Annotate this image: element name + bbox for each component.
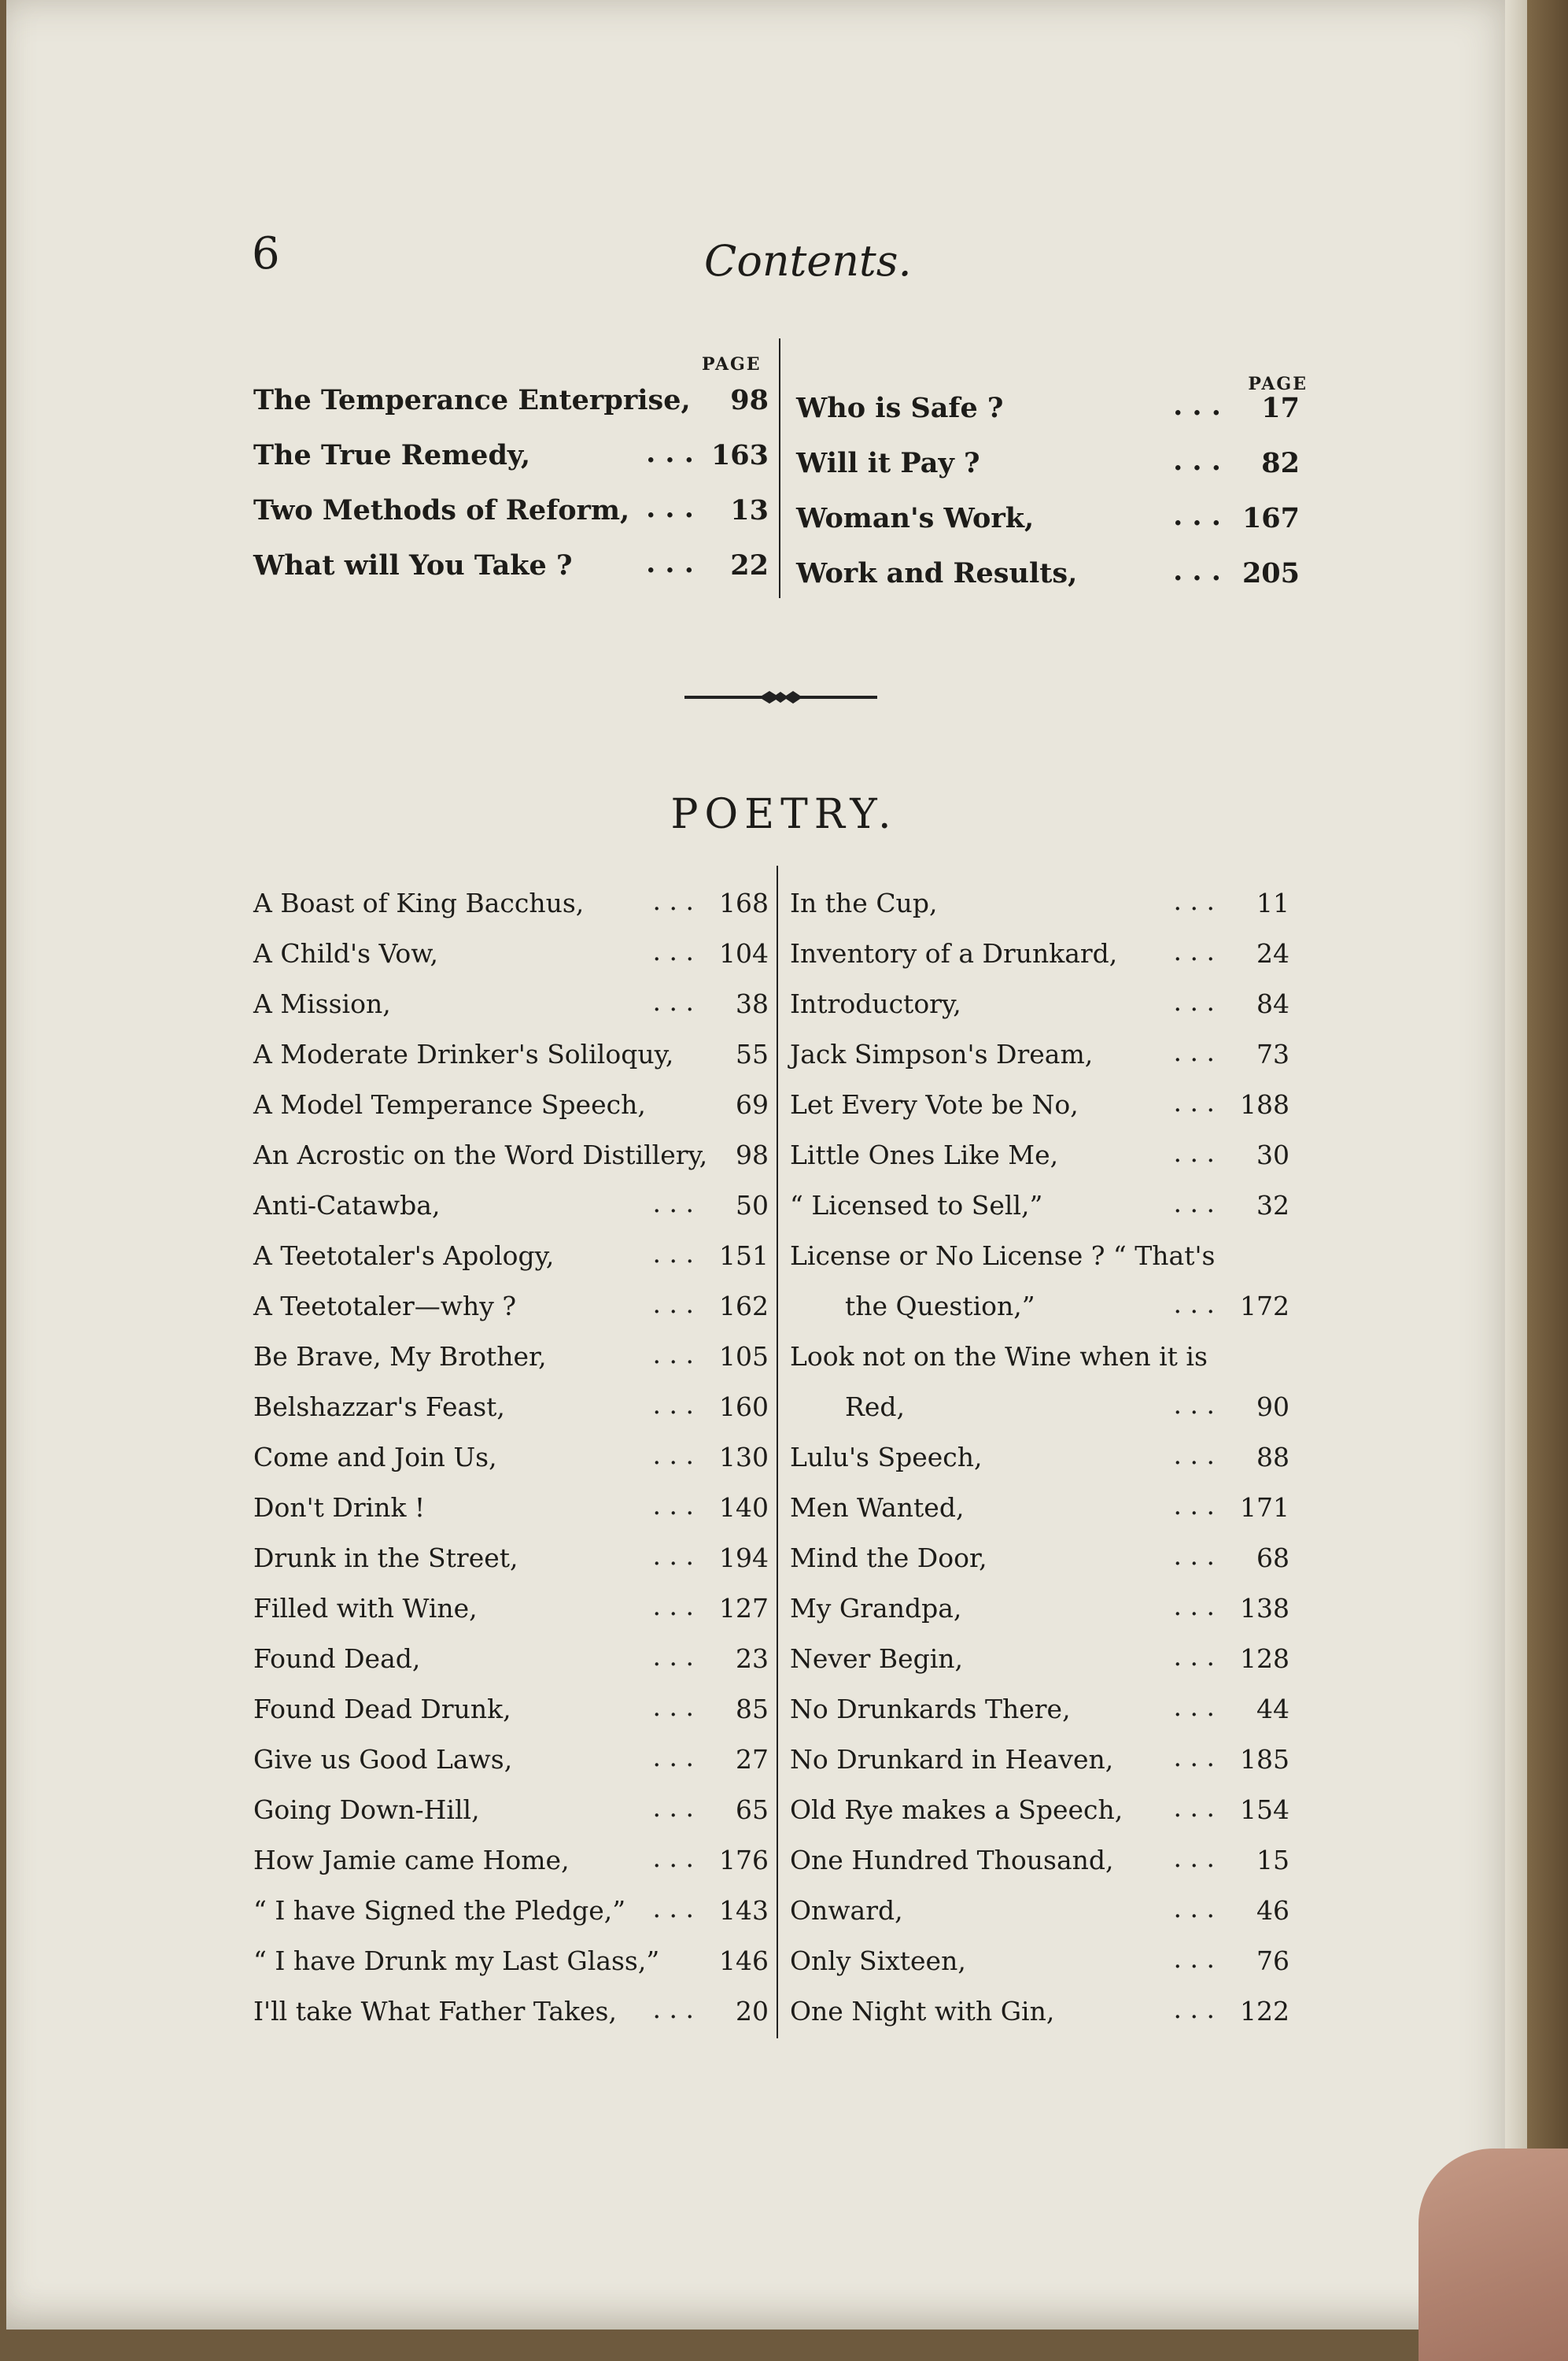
toc-entry — [796, 488, 1308, 540]
entry-title: “ I have Signed the Pledge,” — [253, 1895, 626, 1926]
entry-title: Look not on the Wine when it is — [790, 1341, 1208, 1372]
toc-entry — [790, 874, 1301, 923]
entry-page: 172 — [1240, 1291, 1289, 1321]
leader-dots: . . . — [1173, 1288, 1215, 1319]
poetry-column-right — [777, 866, 1313, 2038]
entry-title: A Boast of King Bacchus, — [253, 888, 585, 918]
leader-dots: . . . — [646, 437, 694, 469]
toc-entry — [253, 974, 773, 1024]
entry-title: Two Methods of Reform, — [253, 494, 630, 527]
entry-title: Jack Simpson's Dream, — [790, 1039, 1094, 1070]
leader-dots: . . . — [1173, 1137, 1215, 1168]
leader-dots: . . . — [652, 1691, 694, 1722]
entry-page: 17 — [1261, 392, 1300, 424]
entry-title: I'll take What Father Takes, — [253, 1996, 617, 2027]
toc-entry — [790, 1579, 1301, 1628]
leader-dots: . . . — [1173, 1893, 1215, 1923]
entry-page: 143 — [719, 1895, 769, 1926]
leader-dots: . . . — [1173, 1036, 1215, 1067]
entry-title: Be Brave, My Brother, — [253, 1341, 547, 1372]
toc-entry — [253, 1579, 773, 1628]
prose-column-left — [253, 338, 779, 598]
leader-dots: . . . — [652, 1893, 694, 1923]
leader-dots: . . . — [652, 1490, 694, 1520]
entry-page: 24 — [1256, 938, 1289, 969]
entry-title: Who is Safe ? — [796, 392, 1004, 424]
thumb — [1419, 2149, 1568, 2361]
leader-dots: . . . — [1173, 390, 1221, 422]
toc-entry — [790, 1931, 1301, 1981]
toc-entry — [253, 924, 773, 974]
toc-entry — [796, 378, 1308, 430]
poetry-column-left — [253, 866, 777, 2038]
toc-entry — [790, 1428, 1301, 1477]
toc-entry — [790, 1831, 1301, 1880]
leader-dots: . . . — [1173, 555, 1221, 587]
entry-title: A Moderate Drinker's Soliloquy, — [253, 1039, 674, 1070]
entry-title: How Jamie came Home, — [253, 1845, 570, 1875]
entry-page: 84 — [1256, 988, 1289, 1019]
leader-dots: . . . — [1173, 1993, 1215, 2024]
entry-page: 151 — [719, 1240, 769, 1271]
toc-entry — [790, 1025, 1301, 1074]
toc-entry — [253, 1931, 773, 1981]
entry-title: A Child's Vow, — [253, 938, 439, 969]
leader-dots: . . . — [1173, 1540, 1215, 1571]
toc-entry — [253, 1025, 773, 1074]
entry-title: Found Dead Drunk, — [253, 1694, 511, 1724]
leader-dots: . . . — [1173, 986, 1215, 1017]
toc-entry — [790, 1881, 1301, 1931]
entry-page: 127 — [719, 1593, 769, 1624]
leader-dots: . . . — [1173, 1742, 1215, 1772]
entry-title: Lulu's Speech, — [790, 1442, 983, 1472]
toc-entry — [253, 1327, 773, 1376]
entry-page: 163 — [710, 439, 769, 471]
toc-entry — [790, 1176, 1301, 1225]
toc-entry — [796, 543, 1308, 595]
toc-entry — [253, 1226, 773, 1276]
entry-title: Come and Join Us, — [253, 1442, 497, 1472]
leader-dots: . . . — [1173, 1943, 1215, 1974]
entry-title: A Mission, — [253, 988, 391, 1019]
entry-title: “ I have Drunk my Last Glass,” — [253, 1945, 660, 1976]
leader-dots: . . . — [1173, 445, 1221, 477]
leader-dots: . . . — [1173, 1087, 1215, 1118]
entry-page: 162 — [719, 1291, 769, 1321]
toc-entry — [790, 974, 1301, 1024]
toc-entry — [790, 1679, 1301, 1729]
leader-dots: . . . — [1173, 1389, 1215, 1420]
entry-page: 130 — [719, 1442, 769, 1472]
entry-page: 22 — [730, 549, 769, 582]
toc-entry — [253, 1428, 773, 1477]
entry-page: 27 — [736, 1744, 769, 1775]
toc-entry — [253, 1125, 773, 1175]
entry-title: Men Wanted, — [790, 1492, 965, 1523]
entry-page: 128 — [1240, 1643, 1289, 1674]
leader-dots: . . . — [652, 1238, 694, 1269]
leader-dots: . . . — [1173, 500, 1221, 532]
entry-title: A Teetotaler—why ? — [253, 1291, 517, 1321]
entry-page: 69 — [736, 1089, 769, 1120]
entry-title: “ Licensed to Sell,” — [790, 1190, 1043, 1221]
entry-title: Found Dead, — [253, 1643, 421, 1674]
entry-page: 11 — [1256, 888, 1289, 918]
leader-dots: . . . — [1173, 1591, 1215, 1621]
leader-dots: . . . — [652, 1993, 694, 2024]
toc-entry — [253, 370, 773, 422]
entry-title: License or No License ? “ That's — [790, 1240, 1216, 1271]
leader-dots: . . . — [652, 1842, 694, 1873]
entry-title: Drunk in the Street, — [253, 1543, 518, 1573]
entry-page: 154 — [1240, 1794, 1289, 1825]
entry-page: 38 — [736, 988, 769, 1019]
leader-dots: . . . — [1173, 1641, 1215, 1672]
toc-entry — [790, 1780, 1301, 1830]
toc-entry — [253, 1377, 773, 1427]
entry-title: Belshazzar's Feast, — [253, 1391, 505, 1422]
entry-title: What will You Take ? — [253, 549, 573, 582]
entry-title: In the Cup, — [790, 888, 938, 918]
entry-page: 13 — [730, 494, 769, 527]
toc-entry — [253, 1831, 773, 1880]
toc-entry — [790, 924, 1301, 974]
toc-entry — [253, 1730, 773, 1779]
entry-page: 194 — [719, 1543, 769, 1573]
toc-entry — [790, 1377, 1301, 1427]
leader-dots: . . . — [652, 1439, 694, 1470]
section-divider — [684, 689, 877, 705]
toc-entry — [790, 1528, 1301, 1578]
entry-title: Will it Pay ? — [796, 447, 980, 479]
entry-page: 104 — [719, 938, 769, 969]
toc-entry — [790, 1982, 1301, 2031]
toc-entry — [253, 1478, 773, 1528]
entry-page: 65 — [736, 1794, 769, 1825]
entry-title: The True Remedy, — [253, 439, 531, 471]
entry-title: No Drunkard in Heaven, — [790, 1744, 1114, 1775]
leader-dots: . . . — [652, 1288, 694, 1319]
entry-page: 140 — [719, 1492, 769, 1523]
entry-title: Onward, — [790, 1895, 903, 1926]
leader-dots: . . . — [652, 1641, 694, 1672]
entry-page: 76 — [1256, 1945, 1289, 1976]
entry-title: the Question,” — [845, 1291, 1035, 1321]
entry-page: 90 — [1256, 1391, 1289, 1422]
entry-page: 20 — [736, 1996, 769, 2027]
entry-title: A Model Temperance Speech, — [253, 1089, 646, 1120]
entry-title: Introductory, — [790, 988, 961, 1019]
entry-page: 98 — [730, 384, 769, 416]
leader-dots: . . . — [652, 986, 694, 1017]
entry-title: An Acrostic on the Word Distillery, — [253, 1140, 708, 1170]
entry-title: No Drunkards There, — [790, 1694, 1071, 1724]
entry-title: Never Begin, — [790, 1643, 964, 1674]
toc-entry — [253, 480, 773, 532]
entry-title: Don't Drink ! — [253, 1492, 426, 1523]
entry-title: Mind the Door, — [790, 1543, 987, 1573]
entry-title: Little Ones Like Me, — [790, 1140, 1059, 1170]
entry-title: Red, — [845, 1391, 905, 1422]
leader-dots: . . . — [652, 936, 694, 966]
entry-page: 23 — [736, 1643, 769, 1674]
leader-dots: . . . — [652, 1591, 694, 1621]
entry-page: 171 — [1240, 1492, 1289, 1523]
toc-entry — [790, 1277, 1301, 1326]
toc-entry — [790, 1730, 1301, 1779]
toc-entry — [253, 1629, 773, 1679]
toc-entry — [790, 1478, 1301, 1528]
entry-page: 30 — [1256, 1140, 1289, 1170]
entry-title: A Teetotaler's Apology, — [253, 1240, 555, 1271]
page-number: 6 — [252, 228, 280, 279]
entry-title: One Night with Gin, — [790, 1996, 1055, 2027]
toc-entry — [253, 874, 773, 923]
entry-title: Filled with Wine, — [253, 1593, 478, 1624]
leader-dots: . . . — [652, 1792, 694, 1823]
entry-title: Give us Good Laws, — [253, 1744, 513, 1775]
leader-dots: . . . — [1173, 1691, 1215, 1722]
toc-entry — [253, 1679, 773, 1729]
toc-entry — [253, 1780, 773, 1830]
toc-entry — [790, 1125, 1301, 1175]
entry-page: 68 — [1256, 1543, 1289, 1573]
entry-title: Woman's Work, — [796, 502, 1035, 534]
toc-entry — [796, 433, 1308, 485]
toc-entry — [253, 1528, 773, 1578]
entry-title: Work and Results, — [796, 557, 1078, 589]
leader-dots: . . . — [652, 1339, 694, 1369]
entry-page: 85 — [736, 1694, 769, 1724]
leader-dots: . . . — [1173, 885, 1215, 916]
entry-page: 32 — [1256, 1190, 1289, 1221]
toc-entry — [253, 425, 773, 477]
entry-page: 160 — [719, 1391, 769, 1422]
page-edge — [1505, 0, 1527, 2330]
toc-entry — [253, 1176, 773, 1225]
entry-title: One Hundred Thousand, — [790, 1845, 1114, 1875]
leader-dots: . . . — [1173, 936, 1215, 966]
toc-entry — [790, 1075, 1301, 1125]
entry-title: Let Every Vote be No, — [790, 1089, 1079, 1120]
entry-page: 122 — [1240, 1996, 1289, 2027]
page-label: PAGE — [1248, 374, 1308, 394]
entry-page: 44 — [1256, 1694, 1289, 1724]
toc-entry — [253, 1075, 773, 1125]
entry-page: 73 — [1256, 1039, 1289, 1070]
leader-dots: . . . — [646, 547, 694, 579]
toc-entry — [790, 1327, 1301, 1376]
leader-dots: . . . — [1173, 1490, 1215, 1520]
page-label: PAGE — [702, 354, 762, 375]
prose-column-right — [779, 338, 1315, 598]
entry-title: Anti-Catawba, — [253, 1190, 441, 1221]
entry-page: 55 — [736, 1039, 769, 1070]
leader-dots: . . . — [652, 1540, 694, 1571]
toc-entry — [253, 535, 773, 587]
entry-page: 88 — [1256, 1442, 1289, 1472]
entry-title: Inventory of a Drunkard, — [790, 938, 1118, 969]
entry-page: 50 — [736, 1190, 769, 1221]
leader-dots: . . . — [652, 885, 694, 916]
entry-page: 46 — [1256, 1895, 1289, 1926]
leader-dots: . . . — [652, 1742, 694, 1772]
entry-page: 15 — [1256, 1845, 1289, 1875]
entry-title: Going Down-Hill, — [253, 1794, 480, 1825]
toc-entry — [790, 1226, 1301, 1276]
entry-title: Only Sixteen, — [790, 1945, 966, 1976]
entry-page: 146 — [719, 1945, 769, 1976]
entry-page: 105 — [719, 1341, 769, 1372]
leader-dots: . . . — [652, 1188, 694, 1218]
leader-dots: . . . — [652, 1389, 694, 1420]
toc-entry — [253, 1982, 773, 2031]
leader-dots: . . . — [1173, 1792, 1215, 1823]
entry-page: 168 — [719, 888, 769, 918]
leader-dots: . . . — [1173, 1439, 1215, 1470]
entry-page: 176 — [719, 1845, 769, 1875]
entry-page: 82 — [1261, 447, 1300, 479]
leader-dots: . . . — [1173, 1188, 1215, 1218]
section-heading-poetry: POETRY. — [670, 791, 898, 838]
toc-entry — [790, 1629, 1301, 1679]
entry-page: 188 — [1240, 1089, 1289, 1120]
entry-page: 167 — [1241, 502, 1300, 534]
entry-title: Old Rye makes a Speech, — [790, 1794, 1123, 1825]
entry-title: My Grandpa, — [790, 1593, 962, 1624]
entry-title: The Temperance Enterprise, — [253, 384, 691, 416]
entry-page: 138 — [1240, 1593, 1289, 1624]
entry-page: 205 — [1241, 557, 1300, 589]
toc-entry — [253, 1277, 773, 1326]
leader-dots: . . . — [646, 492, 694, 524]
entry-page: 185 — [1240, 1744, 1289, 1775]
running-head: Contents. — [704, 236, 912, 286]
toc-entry — [253, 1881, 773, 1931]
leader-dots: . . . — [1173, 1842, 1215, 1873]
entry-page: 98 — [736, 1140, 769, 1170]
